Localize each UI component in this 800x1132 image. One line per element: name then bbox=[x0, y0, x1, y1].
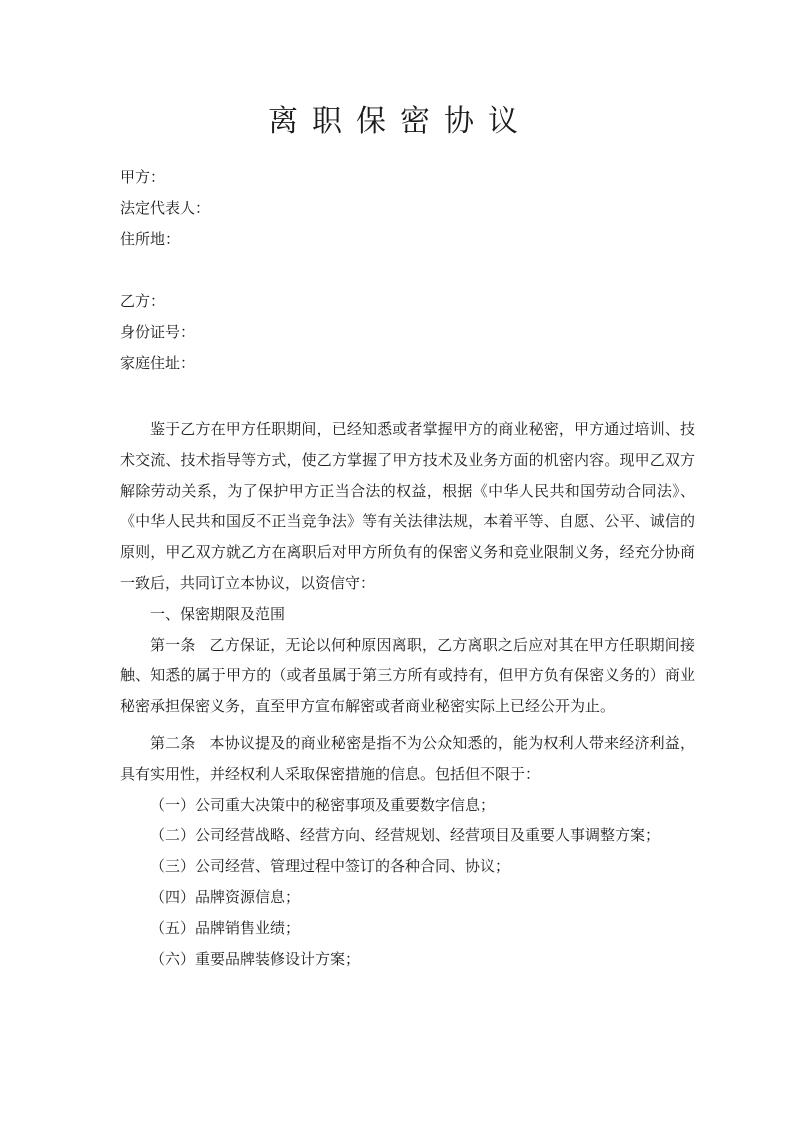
article-2-text: 本协议提及的商业秘密是指不为公众知悉的，能为权利人带来经济利益，具有实用性，并经权利人采取保密措施的信息。包括但不限于： bbox=[120, 733, 695, 783]
list-item: （一）公司重大决策中的秘密事项及重要数字信息； bbox=[150, 795, 496, 814]
legal-representative-label: 法定代表人： bbox=[120, 199, 211, 217]
section-heading-confidentiality: 一、保密期限及范围 bbox=[150, 604, 286, 623]
list-item: （六）重要品牌装修设计方案； bbox=[150, 949, 361, 968]
article-1-number: 第一条 bbox=[150, 635, 196, 654]
preamble-paragraph: 鉴于乙方在甲方任职期间，已经知悉或者掌握甲方的商业秘密，甲方通过培训、技术交流、技术指导等方式，使乙方掌握了甲方技术及业务方面的机密内容。现甲乙双方解除劳动关系，为了保护甲方正当合法的权益，根据《中华人民共和国劳动合同法》、《中华人民共和国反不正当竞争法》等有关法律法规，本着平等、自愿、公平、诚信的原则，甲乙双方就乙方在离职后对甲方所负有的保密义务和竞业限制义务，经充分协商一致后，共同订立本协议，以资信守： bbox=[120, 420, 695, 592]
list-item: （五）品牌销售业绩； bbox=[150, 918, 301, 937]
article-1-text: 乙方保证，无论以何种原因离职，乙方离职之后应对其在甲方任职期间接触、知悉的属于甲方的（或者虽属于第三方所有或持有，但甲方负有保密义务的）商业秘密承担保密义务，直至甲方宣布解密或者商业秘密实际上已经公开为止。 bbox=[120, 635, 695, 716]
party-a-block bbox=[120, 162, 720, 255]
agreement-body bbox=[120, 414, 695, 974]
party-a-label: 甲方： bbox=[120, 168, 166, 186]
party-a-address-label: 住所地： bbox=[120, 230, 181, 248]
article-2-number: 第二条 bbox=[150, 733, 196, 752]
list-item: （二）公司经营战略、经营方向、经营规划、经营项目及重要人事调整方案； bbox=[150, 826, 661, 845]
id-number-label: 身份证号： bbox=[120, 323, 196, 341]
party-b-label: 乙方： bbox=[120, 292, 166, 310]
list-item: （四）品牌资源信息； bbox=[150, 887, 301, 906]
home-address-label: 家庭住址： bbox=[120, 354, 196, 372]
article-1 bbox=[120, 630, 695, 722]
list-item: （三）公司经营、管理过程中签订的各种合同、协议； bbox=[150, 857, 511, 876]
document-title: 离职保密协议 bbox=[268, 104, 532, 139]
party-b-block bbox=[120, 286, 720, 379]
article-2 bbox=[120, 728, 695, 790]
